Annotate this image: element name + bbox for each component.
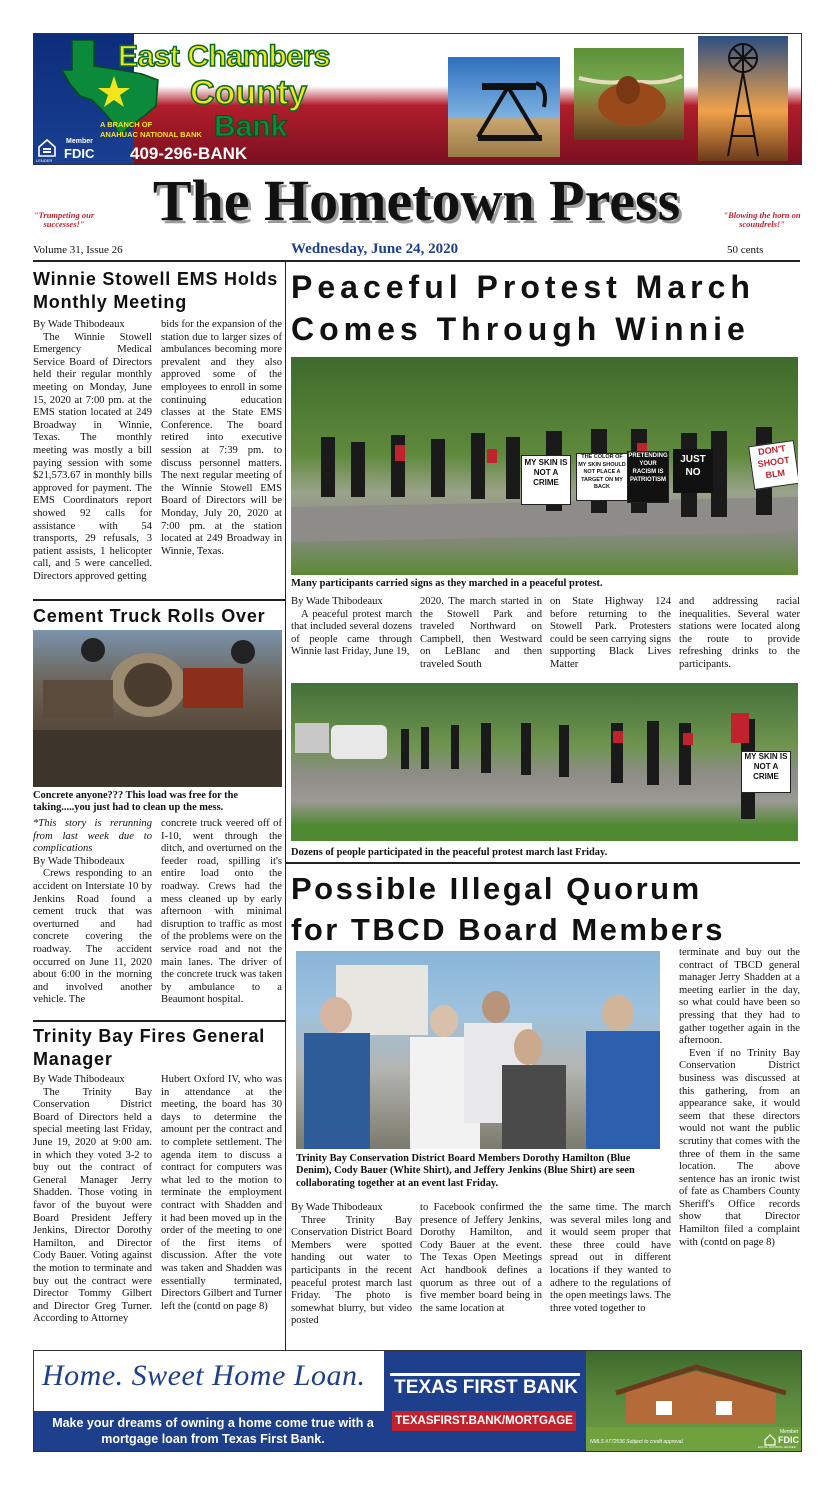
ad-fine-print: NMLS #772536 Subject to credit approval. — [590, 1439, 684, 1445]
right-slogan: "Blowing the horn on scoundrels!" — [723, 210, 801, 229]
left-slogan: "Trumpeting our successes!" — [33, 210, 95, 229]
ad-fdic-logo: FDIC — [778, 1435, 799, 1445]
cement-byline: By Wade Thibodeaux — [33, 855, 125, 867]
ad-script-title: Home. Sweet Home Loan. — [42, 1359, 366, 1392]
newspaper-title: The Hometown Press — [152, 168, 681, 233]
trinity-byline: By Wade Thibodeaux — [33, 1074, 125, 1085]
quorum-byline: By Wade Thibodeaux — [291, 1202, 383, 1213]
quorum-body-4a: terminate and buy out the contract of TBCD general manager Jerry Shadden at a meeting earlier in the day, so what could have been so pressing that they had to gather together again in the afternoon. — [679, 947, 800, 1047]
protest-caption-2: Dozens of people participated in the peaceful protest march last Friday. — [291, 847, 608, 858]
trinity-headline: Trinity Bay Fires General Manager — [33, 1026, 266, 1069]
protest-photo-2 — [291, 683, 798, 841]
equal-housing-lender-icon — [764, 1433, 776, 1445]
protest-sign-5: DON'T SHOOT BLM — [748, 440, 798, 490]
protest-byline: By Wade Thibodeaux — [291, 596, 383, 607]
issue-price: 50 cents — [727, 244, 764, 256]
protest-body-4: and addressing racial inequalities. Several water stations were located along the route to provide refreshing drinks to the participants. — [679, 596, 800, 670]
ems-headline: Winnie Stowell EMS Holds Monthly Meeting — [33, 269, 279, 312]
protest-column-3 — [550, 596, 671, 678]
issue-date: Wednesday, June 24, 2020 — [291, 241, 459, 257]
oil-pump-photo — [448, 57, 560, 157]
ems-column-2 — [161, 319, 282, 596]
ems-rule — [33, 599, 285, 601]
ad-lender-label: EQUAL HOUSING LENDER — [758, 1445, 796, 1449]
cement-note: *This story is rerunning from last week due to complications — [33, 818, 152, 855]
bank-name-line2: County — [190, 74, 308, 112]
ems-byline: By Wade Thibodeaux — [33, 319, 125, 330]
protest-sign-4: JUST NO — [673, 449, 713, 493]
ad-url-button[interactable]: TEXASFIRST.BANK/MORTGAGE — [392, 1411, 576, 1431]
cement-column-1 — [33, 818, 152, 1018]
quorum-column-2 — [420, 1202, 542, 1342]
bank-name-line3: Bank — [214, 110, 288, 143]
cement-rule — [33, 1020, 285, 1022]
trinity-body-1: The Trinity Bay Conservation District Board of Directors held a special meeting last Friday, June 19, 2020 at 9:00 am. in which they voted 3-2 to buy out the contract of General Manager Jerry Shadden. Those voting in favor of the buyout were Board President Jeffery Jenkins, Director Dorothy Hamilton, and Director Cody Bauer. Voting against the motion to terminate and buy out the contract were Director Tommy Gilbert and Director Greg Turner. According to Attorney — [33, 1086, 152, 1325]
windmill-photo — [698, 36, 788, 161]
ems-column-1 — [33, 319, 152, 596]
protest-photo-1 — [291, 357, 798, 575]
ems-body-1: The Winnie Stowell Emergency Medical Service Board of Directors held their regular monthly meeting on Monday, June 15, 2020 at 7:00 pm. at the EMS station located at 249 Broadway in Winnie, Texas. The monthly meeting was mostly a bill paying session with some $21,573.67 in monthly bills approved for payment. The EMS Coordinators report showed 92 calls for assistance with 54 transports, 29 refusals, 3 patient assists, 1 helicopter call, and 5 were cancelled. Directors approved getting — [33, 331, 152, 582]
fdic-member: Member — [66, 138, 93, 145]
quorum-body-1: Three Trinity Bay Conservation District Board Members were spotted handing out water to participants in the recent peaceful protest march last Friday. The photo is somewhat blurry, but video posted — [291, 1214, 412, 1327]
fdic-logo: FDIC — [64, 146, 95, 161]
quorum-column-4 — [679, 947, 800, 1342]
protest-headline: Peaceful Protest March Comes Through Winnie — [291, 269, 755, 347]
protest-sign-2: THE COLOR OF MY SKIN SHOULD NOT PLACE A TARGET ON MY BACK — [576, 453, 628, 501]
cement-column-2 — [161, 818, 282, 1018]
protest-column-1 — [291, 596, 412, 678]
top-bank-ad[interactable] — [33, 33, 802, 165]
quorum-caption: Trinity Bay Conservation District Board Members Dorothy Hamilton (Blue Denim), Cody Bauer (White Shirt), and Jeffery Jenkins (Blue Shirt) are seen collaborating together at an event last Friday. — [296, 1153, 635, 1189]
column-rule-left — [285, 262, 286, 1352]
cement-caption: Concrete anyone??? This load was free for the taking.....you just had to clean up the mess. — [33, 790, 239, 814]
quorum-body-3: the same time. The march was several miles long and it would seem proper that these three could have spread out in different locations if they wanted to adhere to the regulations of the open meetings laws. The three voted together to — [550, 1202, 671, 1314]
volume-issue: Volume 31, Issue 26 — [33, 244, 123, 256]
bottom-mortgage-ad[interactable] — [33, 1350, 802, 1452]
quorum-headline: Possible Illegal Quorum for TBCD Board Members — [291, 871, 725, 947]
protest-column-2 — [420, 596, 542, 678]
quorum-column-3 — [550, 1202, 671, 1342]
protest-body-1: A peaceful protest march that included several dozens of people came through Winnie last Friday, June 19, — [291, 608, 412, 658]
quorum-body-2: to Facebook confirmed the presence of Jeffery Jenkins, Dorothy Hamilton, and Cody Bauer at the event. The Texas Open Meetings Act handbook defines a quorum as three out of a five member board being in the same location at — [420, 1202, 542, 1314]
protest-rule — [285, 862, 800, 864]
branch-line2: ANAHUAC NATIONAL BANK — [100, 130, 202, 139]
protest-body-2: 2020. The march started in the Stowell Park and traveled Northward on Campbell, then Westward on LeBlanc and then traveled South — [420, 596, 542, 670]
longhorn-photo — [574, 48, 684, 140]
protest-body-3: on State Highway 124 before returning to the Stowell Park. Protesters could be seen carrying signs supporting Black Lives Matter — [550, 596, 671, 670]
protest-sign-1: MY SKIN IS NOT A CRIME — [521, 455, 571, 505]
protest-column-4 — [679, 596, 800, 678]
quorum-body-4b: Even if no Trinity Bay Conservation District business was discussed at this gathering, from an appearance sake, it would seem that these directors would not want the public scrutiny that comes with the three of them in the same location. The above sentence has an ironic twist of fate as Chambers County Sheriff's Office records show that Director Hamilton filed a complaint with (contd on page 8) — [679, 1047, 800, 1248]
cement-body-2: concrete truck veered off of I-10, went through the ditch, and overturned on the feeder road, spilling it's entire load onto the roadway. Crews had the mess cleaned up by early afternoon with minimal disruption to traffic as most of the problems were on the service road and not the main lanes. The driver of the concrete truck was taken by ambulance to a Beaumont hospital. — [161, 818, 282, 1006]
protest-caption-1: Many participants carried signs as they marched in a peaceful protest. — [291, 578, 603, 589]
ad-tagline: Make your dreams of owning a home come true with a mortgage loan from Texas First Bank. — [52, 1416, 374, 1446]
equal-housing-icon — [38, 138, 56, 158]
ems-body-2: bids for the expansion of the station due to larger sizes of ambulances becoming more prevalent and they also approved some of the employees to enroll in some continuing education classes at the State EMS Conference. The board retired into executive session at 7:39 pm. to discuss personnel matters. The next regular meeting of the Winnie Stowell EMS Board of Directors will be Monday, July 20, 2020 at 7:00 pm. at the station located at 249 Broadway in Winnie, Texas. — [161, 319, 282, 557]
cement-headline: Cement Truck Rolls Over — [33, 606, 266, 626]
trinity-column-1 — [33, 1074, 152, 1340]
protest-sign-3: PRETENDING YOUR RACISM IS PATRIOTISM — [627, 451, 669, 503]
cement-body-1: Crews responding to an accident on Interstate 10 by Jenkins Road found a cement truck that was overturned and had concrete covering the roadway. The accident occurred on June 11, 2020 about 6:00 in the morning and involved another vehicle. The — [33, 868, 152, 1006]
bank-name-line1: East Chambers — [118, 40, 330, 73]
lender-label: LENDER — [36, 158, 53, 163]
trinity-column-2 — [161, 1074, 282, 1340]
branch-line1: A BRANCH OF — [100, 120, 153, 129]
quorum-photo — [296, 951, 660, 1149]
ad-member-label: Member — [780, 1429, 799, 1435]
protest-sign-6: MY SKIN IS NOT A CRIME — [741, 751, 791, 793]
ad-bank-name: TEXAS FIRST BANK — [394, 1377, 578, 1398]
bank-phone: 409-296-BANK — [130, 144, 248, 163]
masthead-rule — [33, 260, 800, 262]
cement-truck-photo — [33, 630, 282, 787]
quorum-column-1 — [291, 1202, 412, 1342]
trinity-body-2: Hubert Oxford IV, who was in attendance at the meeting, the board has 30 days to determine the amount per the contract and to complete settlement. The agenda item to discuss a contract for computers was what led to the motion to terminate the employment contract with Shadden and it had been moved up in the order of the meeting to one of the first items of discussion. After the vote was taken and Shadden was essentially terminated, Directors Gilbert and Turner left the (contd on page 8) — [161, 1074, 282, 1312]
